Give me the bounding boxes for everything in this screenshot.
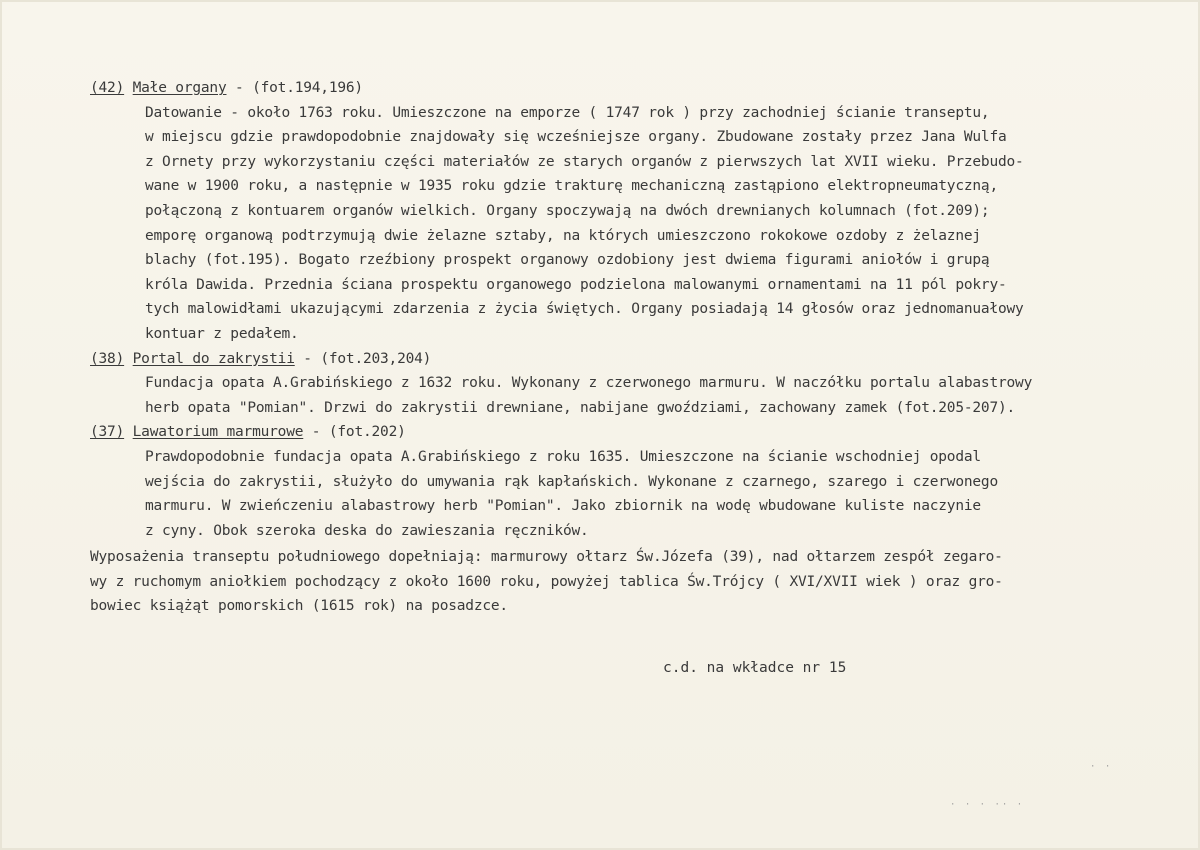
- heading-photo-ref: - (fot.202): [303, 424, 406, 441]
- heading-number: (38): [90, 350, 125, 367]
- heading-number: (37): [90, 424, 125, 441]
- text-line: herb opata "Pomian". Drzwi do zakrystii drewniane, nabijane gwoździami, zachowany zamek (fot.205-207).: [145, 399, 1016, 416]
- section-42: [90, 76, 1180, 347]
- paper-speckle: · ·: [1090, 762, 1113, 772]
- heading-title: Portal do zakrystii: [132, 350, 295, 367]
- text-line: kontuar z pedałem.: [145, 325, 299, 342]
- section-38: [90, 347, 1180, 421]
- heading-photo-ref: - (fot.203,204): [294, 350, 432, 367]
- paper-speckle: · · · ·· ·: [950, 800, 1025, 810]
- text-line: tych malowidłami ukazującymi zdarzenia z życia świętych. Organy posiadają 14 głosów oraz jednomanuałowy: [145, 301, 1024, 318]
- continuation-note: c.d. na wkładce nr 15: [663, 660, 847, 676]
- text-line: marmuru. W zwieńczeniu alabastrowy herb "Pomian". Jako zbiornik na wodę wbudowane kuliste naczynie: [145, 498, 981, 515]
- text-line: Datowanie - około 1763 roku. Umieszczone na emporze ( 1747 rok ) przy zachodniej ścianie transeptu,: [145, 104, 990, 121]
- heading-number: (42): [90, 80, 125, 96]
- text-line: w miejscu gdzie prawdopodobnie znajdowały się wcześniejsze organy. Zbudowane zostały przez Jana Wulfa: [145, 129, 1007, 146]
- section-heading: [90, 76, 1180, 101]
- heading-title: Małe organy: [132, 80, 227, 96]
- text-line: wy z ruchomym aniołkiem pochodzący z około 1600 roku, powyżej tablica Św.Trójcy ( XVI/XVII wiek ) oraz gro-: [90, 573, 1003, 590]
- section-heading: [90, 420, 1180, 445]
- document-body: [90, 76, 1180, 619]
- text-line: Fundacja opata A.Grabińskiego z 1632 roku. Wykonany z czerwonego marmuru. W naczółku portalu alabastrowy: [145, 375, 1033, 392]
- text-line: emporę organową podtrzymują dwie żelazne sztaby, na których umieszczono rokokowe ozdoby z żelaznej: [145, 227, 981, 244]
- text-line: blachy (fot.195). Bogato rzeźbiony prospekt organowy ozdobiony jest dwiema figurami aniołów i grupą: [145, 252, 990, 269]
- text-line: wejścia do zakrystii, służyło do umywania rąk kapłańskich. Wykonane z czarnego, szarego i czerwonego: [145, 473, 998, 490]
- text-line: Wyposażenia transeptu południowego dopełniają: marmurowy ołtarz Św.Józefa (39), nad ołtarzem zespół zegaro-: [90, 549, 1003, 566]
- text-line: króla Dawida. Przednia ściana prospektu organowego podzielona malowanymi ornamentami na 11 pól pokry-: [145, 276, 1007, 293]
- section-37: [90, 420, 1180, 543]
- text-line: Prawdopodobnie fundacja opata A.Grabińskiego z roku 1635. Umieszczone na ścianie wschodniej opodal: [145, 448, 981, 465]
- heading-photo-ref: - (fot.194,196): [226, 80, 363, 96]
- text-line: z Ornety przy wykorzystaniu części materiałów ze starych organów z pierwszych lat XVII wieku. Przebudo-: [145, 153, 1024, 170]
- text-line: połączoną z kontuarem organów wielkich. Organy spoczywają na dwóch drewnianych kolumnach (fot.209);: [145, 202, 990, 219]
- heading-title: Lawatorium marmurowe: [132, 424, 304, 441]
- closing-paragraph: [90, 545, 1180, 619]
- text-line: bowiec książąt pomorskich (1615 rok) na posadzce.: [90, 598, 508, 615]
- text-line: wane w 1900 roku, a następnie w 1935 roku gdzie trakturę mechaniczną zastąpiono elektropneumatyczną,: [145, 178, 998, 195]
- text-line: z cyny. Obok szeroka deska do zawieszania ręczników.: [145, 522, 589, 539]
- section-heading: [90, 347, 1180, 372]
